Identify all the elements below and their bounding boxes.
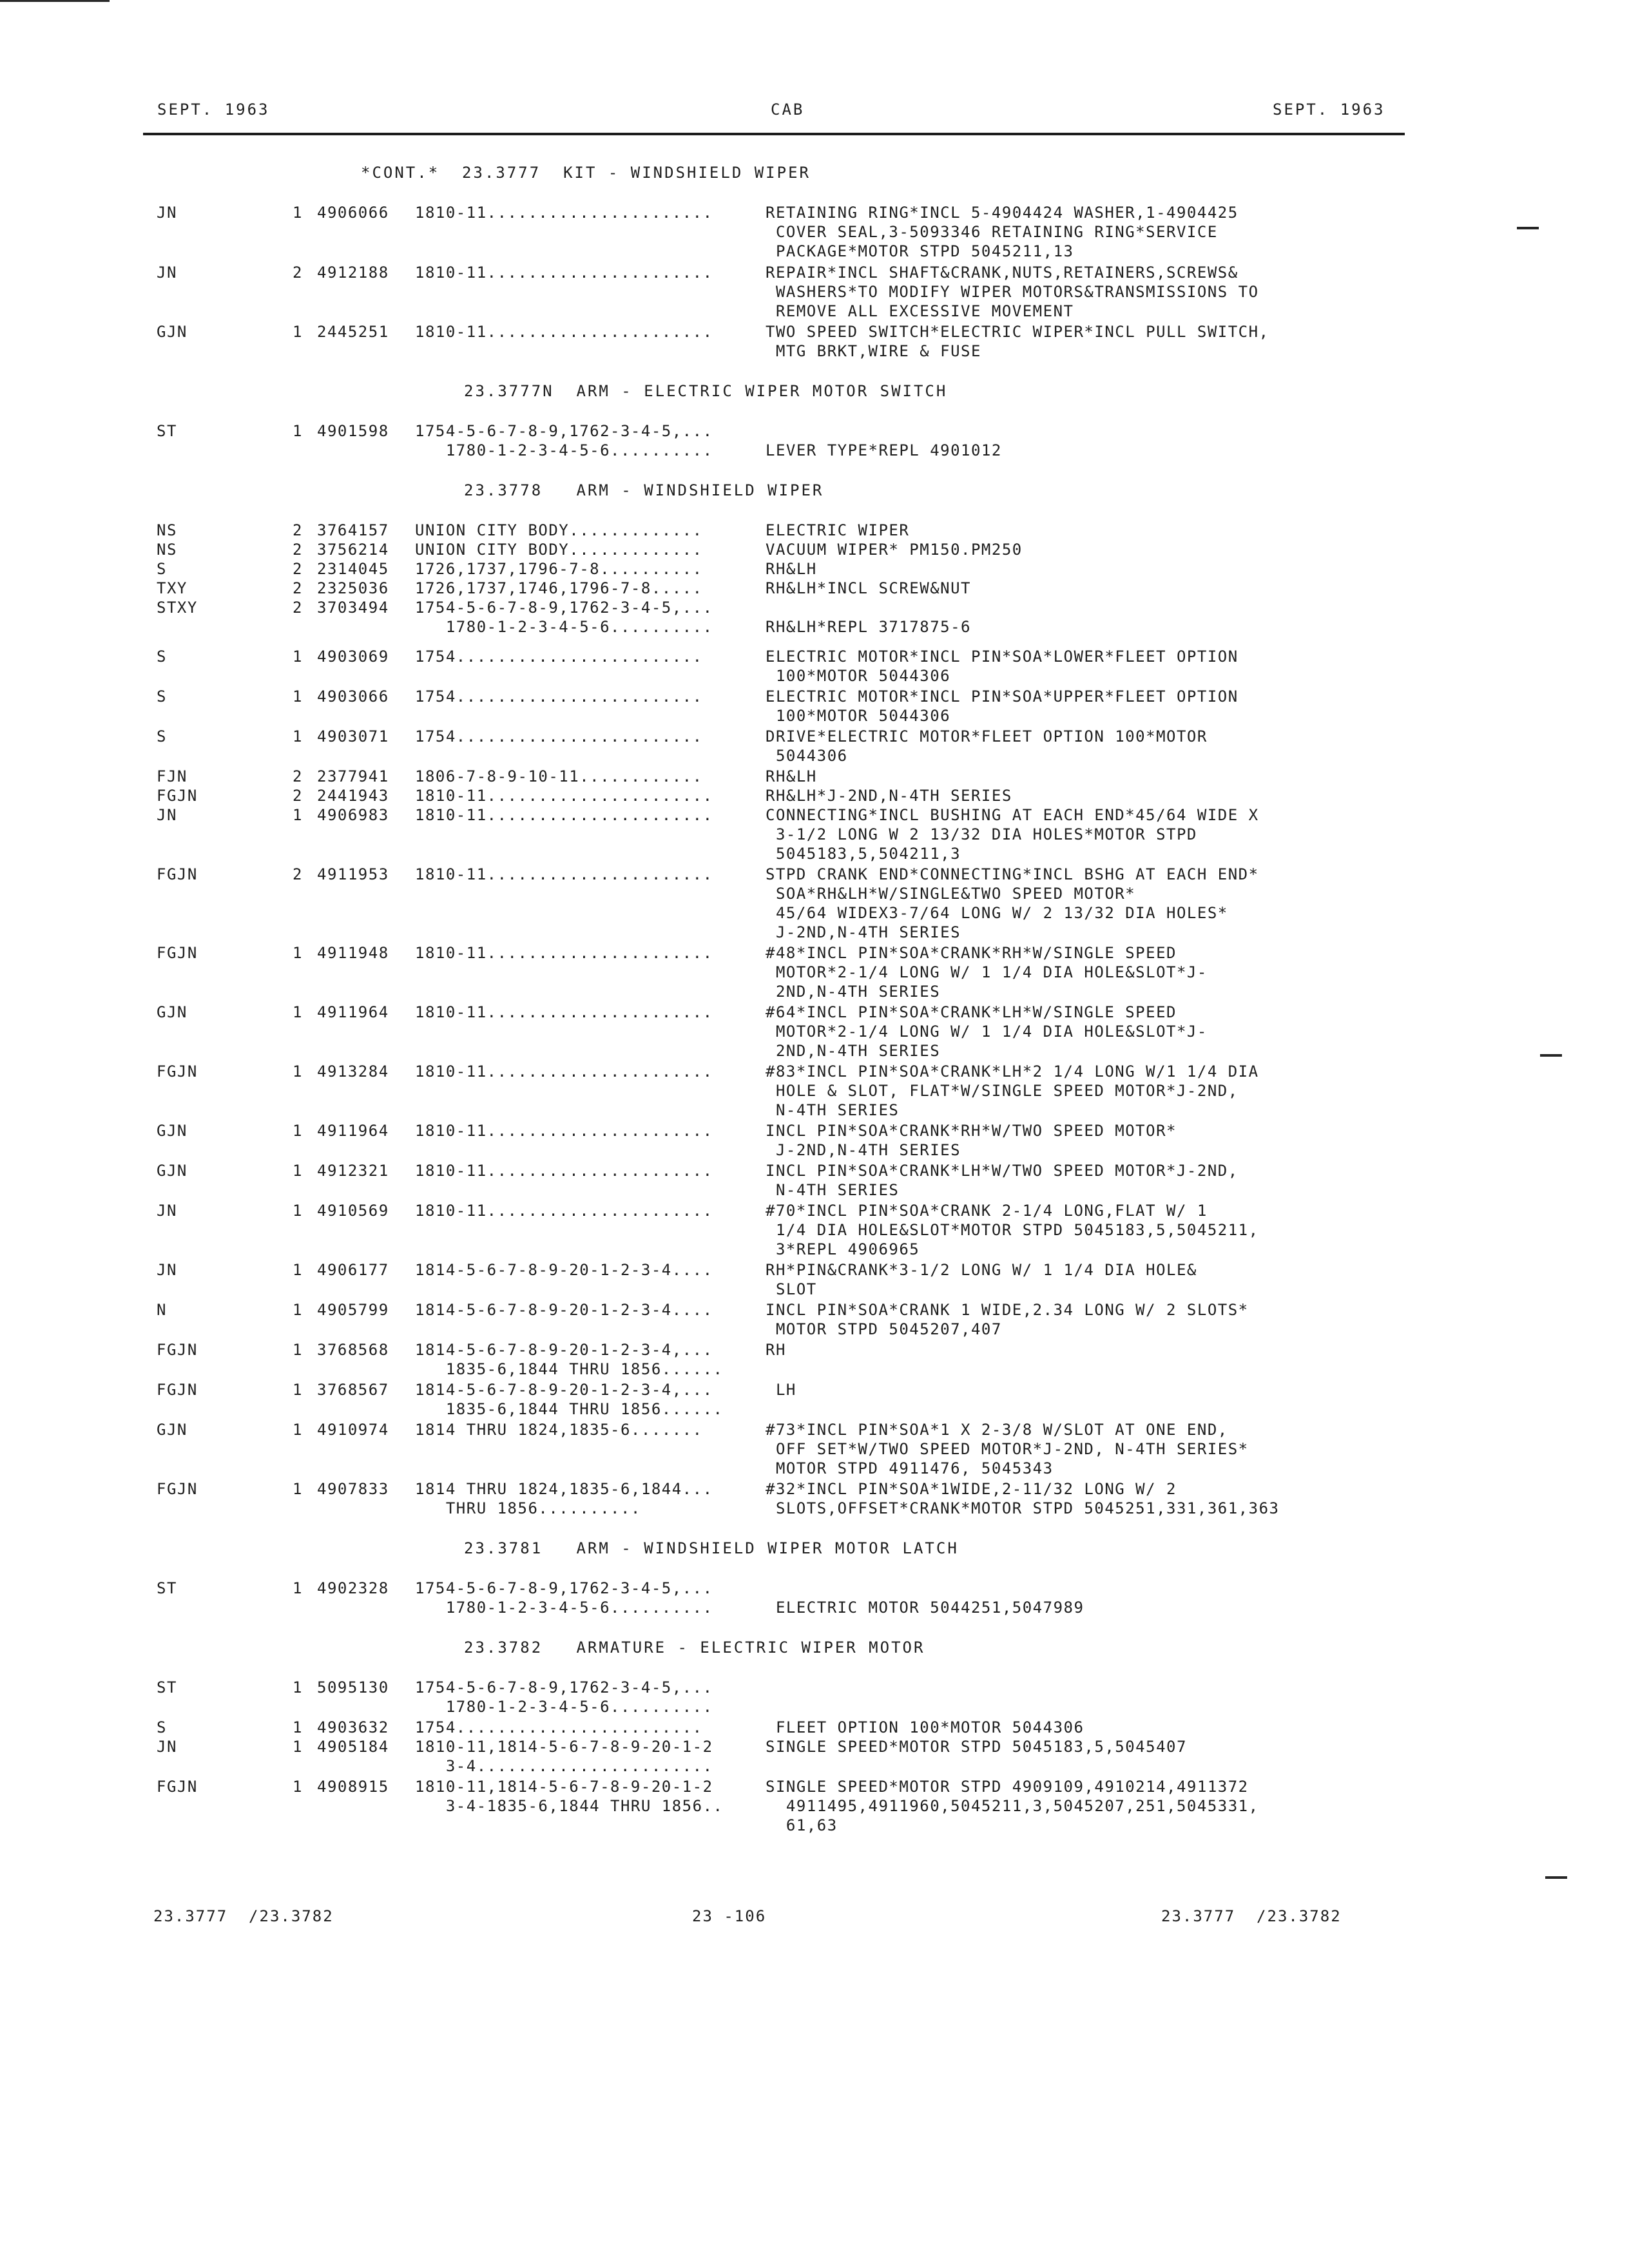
part-description: SINGLE SPEED*MOTOR STPD 5045183,5,5045407 xyxy=(766,1738,1187,1756)
model-code: N xyxy=(157,1301,167,1319)
part-number: 4910569 xyxy=(317,1202,389,1220)
model-code: FGJN xyxy=(157,1381,198,1399)
quantity: 2 xyxy=(293,560,303,578)
model-years: 1835-6,1844 THRU 1856...... xyxy=(415,1360,724,1378)
part-number: 4905799 xyxy=(317,1301,389,1319)
part-description: INCL PIN*SOA*CRANK 1 WIDE,2.34 LONG W/ 2 SLOTS* xyxy=(766,1301,1249,1319)
header-date-left: SEPT. 1963 xyxy=(157,101,270,119)
part-description: 3-1/2 LONG W 2 13/32 DIA HOLES*MOTOR STPD xyxy=(766,825,1197,843)
part-description: #83*INCL PIN*SOA*CRANK*LH*2 1/4 LONG W/1 1/4 DIA xyxy=(766,1062,1259,1081)
part-description: 1/4 DIA HOLE&SLOT*MOTOR STPD 5045183,5,5045211, xyxy=(766,1221,1259,1239)
model-code: NS xyxy=(157,521,177,539)
quantity: 1 xyxy=(293,1341,303,1359)
part-description: RH xyxy=(766,1341,786,1359)
model-code: GJN xyxy=(157,1003,188,1021)
quantity: 1 xyxy=(293,687,303,706)
quantity: 1 xyxy=(293,727,303,745)
part-number: 3756214 xyxy=(317,541,389,559)
model-code: JN xyxy=(157,1738,177,1756)
part-number: 4912321 xyxy=(317,1162,389,1180)
model-years: 1810-11,1814-5-6-7-8-9-20-1-2 xyxy=(415,1738,713,1756)
part-number: 4913284 xyxy=(317,1062,389,1081)
model-years: 1754-5-6-7-8-9,1762-3-4-5,... xyxy=(415,1678,713,1696)
quantity: 2 xyxy=(293,865,303,883)
part-number: 4910974 xyxy=(317,1421,389,1439)
model-code: FGJN xyxy=(157,787,198,805)
part-number: 2377941 xyxy=(317,767,389,785)
model-years: UNION CITY BODY............. xyxy=(415,521,703,539)
model-code: GJN xyxy=(157,1162,188,1180)
part-number: 4906177 xyxy=(317,1261,389,1279)
model-years: 1810-11...................... xyxy=(415,1202,713,1220)
quantity: 1 xyxy=(293,323,303,341)
model-years: THRU 1856.......... xyxy=(415,1499,641,1517)
part-description: J-2ND,N-4TH SERIES xyxy=(766,1141,961,1159)
model-years: 1810-11...................... xyxy=(415,806,713,824)
part-description: CONNECTING*INCL BUSHING AT EACH END*45/64 WIDE X xyxy=(766,806,1259,824)
part-description: #48*INCL PIN*SOA*CRANK*RH*W/SINGLE SPEED xyxy=(766,944,1177,962)
part-description: 100*MOTOR 5044306 xyxy=(766,667,951,685)
part-description: OFF SET*W/TWO SPEED MOTOR*J-2ND, N-4TH SERIES* xyxy=(766,1440,1249,1458)
part-description: HOLE & SLOT, FLAT*W/SINGLE SPEED MOTOR*J-2ND, xyxy=(766,1082,1239,1100)
part-description: VACUUM WIPER* PM150.PM250 xyxy=(766,541,1023,559)
corner-rule xyxy=(0,0,110,2)
part-number: 4911964 xyxy=(317,1122,389,1140)
part-description: REMOVE ALL EXCESSIVE MOVEMENT xyxy=(766,302,1074,320)
model-code: ST xyxy=(157,1579,177,1597)
model-years: 1810-11...................... xyxy=(415,1122,713,1140)
margin-mark xyxy=(1545,1876,1567,1879)
model-code: STXY xyxy=(157,599,198,617)
quantity: 1 xyxy=(293,1261,303,1279)
model-years: 1810-11...................... xyxy=(415,944,713,962)
part-description: WASHERS*TO MODIFY WIPER MOTORS&TRANSMISSIONS TO xyxy=(766,283,1259,301)
part-description: J-2ND,N-4TH SERIES xyxy=(766,923,961,941)
part-number: 4907833 xyxy=(317,1480,389,1498)
part-description: N-4TH SERIES xyxy=(766,1181,900,1199)
quantity: 1 xyxy=(293,648,303,666)
part-number: 2314045 xyxy=(317,560,389,578)
part-description: 4911495,4911960,5045211,3,5045207,251,5045331, xyxy=(766,1797,1259,1815)
part-description: ELECTRIC MOTOR*INCL PIN*SOA*UPPER*FLEET OPTION xyxy=(766,687,1239,706)
margin-mark xyxy=(1517,227,1539,229)
model-years: 1754........................ xyxy=(415,687,703,706)
part-description: DRIVE*ELECTRIC MOTOR*FLEET OPTION 100*MOTOR xyxy=(766,727,1208,745)
part-description: SLOTS,OFFSET*CRANK*MOTOR STPD 5045251,331,361,363 xyxy=(766,1499,1280,1517)
model-code: FGJN xyxy=(157,1062,198,1081)
part-description: FLEET OPTION 100*MOTOR 5044306 xyxy=(766,1718,1084,1736)
part-number: 4906066 xyxy=(317,204,389,222)
part-number: 4911953 xyxy=(317,865,389,883)
model-code: JN xyxy=(157,264,177,282)
model-code: S xyxy=(157,727,167,745)
part-description: MOTOR STPD 5045207,407 xyxy=(766,1320,1002,1338)
model-years: 1780-1-2-3-4-5-6.......... xyxy=(415,441,713,459)
model-years: 1810-11,1814-5-6-7-8-9-20-1-2 xyxy=(415,1778,713,1796)
section-heading: 23.3778 ARM - WINDSHIELD WIPER xyxy=(464,481,824,499)
model-years: 1810-11...................... xyxy=(415,787,713,805)
part-description: SLOT xyxy=(766,1280,817,1298)
quantity: 1 xyxy=(293,944,303,962)
model-years: 3-4....................... xyxy=(415,1757,713,1775)
quantity: 1 xyxy=(293,1778,303,1796)
quantity: 1 xyxy=(293,1480,303,1498)
model-years: 1814 THRU 1824,1835-6....... xyxy=(415,1421,703,1439)
model-years: 1726,1737,1796-7-8.......... xyxy=(415,560,703,578)
model-years: 1835-6,1844 THRU 1856...... xyxy=(415,1400,724,1418)
model-code: GJN xyxy=(157,1421,188,1439)
quantity: 1 xyxy=(293,1122,303,1140)
part-description: RETAINING RING*INCL 5-4904424 WASHER,1-4904425 xyxy=(766,204,1239,222)
footer-range-right: 23.3777 /23.3782 xyxy=(1161,1907,1342,1925)
part-description: TWO SPEED SWITCH*ELECTRIC WIPER*INCL PULL SWITCH, xyxy=(766,323,1269,341)
part-number: 2445251 xyxy=(317,323,389,341)
model-code: TXY xyxy=(157,579,188,597)
header-date-right: SEPT. 1963 xyxy=(1273,101,1385,119)
part-description: 3*REPL 4906965 xyxy=(766,1240,920,1258)
quantity: 1 xyxy=(293,204,303,222)
model-code: FGJN xyxy=(157,1778,198,1796)
header-rule xyxy=(143,133,1405,135)
section-heading: 23.3782 ARMATURE - ELECTRIC WIPER MOTOR xyxy=(464,1639,925,1657)
part-description: #64*INCL PIN*SOA*CRANK*LH*W/SINGLE SPEED xyxy=(766,1003,1177,1021)
model-years: 1754-5-6-7-8-9,1762-3-4-5,... xyxy=(415,422,713,440)
model-years: 1754-5-6-7-8-9,1762-3-4-5,... xyxy=(415,1579,713,1597)
quantity: 1 xyxy=(293,806,303,824)
model-years: 1754........................ xyxy=(415,648,703,666)
part-description: PACKAGE*MOTOR STPD 5045211,13 xyxy=(766,242,1074,260)
quantity: 1 xyxy=(293,1301,303,1319)
part-number: 4908915 xyxy=(317,1778,389,1796)
model-years: UNION CITY BODY............. xyxy=(415,541,703,559)
model-code: FGJN xyxy=(157,1341,198,1359)
model-years: 1810-11...................... xyxy=(415,865,713,883)
part-number: 4903071 xyxy=(317,727,389,745)
model-years: 1726,1737,1746,1796-7-8..... xyxy=(415,579,703,597)
part-description: INCL PIN*SOA*CRANK*RH*W/TWO SPEED MOTOR* xyxy=(766,1122,1177,1140)
margin-mark xyxy=(1540,1054,1562,1057)
part-description: MOTOR*2-1/4 LONG W/ 1 1/4 DIA HOLE&SLOT*J- xyxy=(766,963,1208,981)
quantity: 1 xyxy=(293,422,303,440)
part-description: LH xyxy=(766,1381,796,1399)
part-number: 4911964 xyxy=(317,1003,389,1021)
quantity: 2 xyxy=(293,541,303,559)
quantity: 1 xyxy=(293,1579,303,1597)
model-years: 1814-5-6-7-8-9-20-1-2-3-4.... xyxy=(415,1261,713,1279)
quantity: 1 xyxy=(293,1381,303,1399)
quantity: 1 xyxy=(293,1162,303,1180)
part-description: RH&LH*REPL 3717875-6 xyxy=(766,618,971,636)
part-description: 61,63 xyxy=(766,1816,838,1834)
model-code: S xyxy=(157,1718,167,1736)
footer-page-number: 23 -106 xyxy=(692,1907,767,1925)
model-code: JN xyxy=(157,204,177,222)
model-code: ST xyxy=(157,422,177,440)
part-description: 5044306 xyxy=(766,747,848,765)
part-description: RH&LH xyxy=(766,560,817,578)
model-years: 1754........................ xyxy=(415,727,703,745)
part-description: ELECTRIC WIPER xyxy=(766,521,910,539)
quantity: 2 xyxy=(293,599,303,617)
footer-range-left: 23.3777 /23.3782 xyxy=(153,1907,334,1925)
part-description: 100*MOTOR 5044306 xyxy=(766,707,951,725)
model-years: 1810-11...................... xyxy=(415,1162,713,1180)
part-description: MOTOR STPD 4911476, 5045343 xyxy=(766,1459,1054,1477)
part-description: #32*INCL PIN*SOA*1WIDE,2-11/32 LONG W/ 2 xyxy=(766,1480,1177,1498)
part-number: 5095130 xyxy=(317,1678,389,1696)
model-code: NS xyxy=(157,541,177,559)
model-years: 1780-1-2-3-4-5-6.......... xyxy=(415,1698,713,1716)
model-code: JN xyxy=(157,1202,177,1220)
model-years: 1810-11...................... xyxy=(415,1003,713,1021)
part-description: N-4TH SERIES xyxy=(766,1101,900,1119)
part-description: RH&LH*INCL SCREW&NUT xyxy=(766,579,971,597)
part-description: ELECTRIC MOTOR 5044251,5047989 xyxy=(766,1599,1084,1617)
model-years: 1780-1-2-3-4-5-6.......... xyxy=(415,1599,713,1617)
quantity: 1 xyxy=(293,1003,303,1021)
model-years: 1814-5-6-7-8-9-20-1-2-3-4,... xyxy=(415,1341,713,1359)
part-description: 2ND,N-4TH SERIES xyxy=(766,1042,941,1060)
part-number: 4912188 xyxy=(317,264,389,282)
model-code: FGJN xyxy=(157,944,198,962)
part-description: COVER SEAL,3-5093346 RETAINING RING*SERVICE xyxy=(766,223,1218,241)
part-number: 4911948 xyxy=(317,944,389,962)
part-description: 2ND,N-4TH SERIES xyxy=(766,983,941,1001)
part-number: 3703494 xyxy=(317,599,389,617)
part-description: ELECTRIC MOTOR*INCL PIN*SOA*LOWER*FLEET OPTION xyxy=(766,648,1239,666)
model-years: 1814-5-6-7-8-9-20-1-2-3-4.... xyxy=(415,1301,713,1319)
part-description: #70*INCL PIN*SOA*CRANK 2-1/4 LONG,FLAT W/ 1 xyxy=(766,1202,1208,1220)
part-number: 2441943 xyxy=(317,787,389,805)
model-years: 1810-11...................... xyxy=(415,264,713,282)
model-code: ST xyxy=(157,1678,177,1696)
section-heading: 23.3781 ARM - WINDSHIELD WIPER MOTOR LATCH xyxy=(464,1539,959,1557)
part-number: 3768568 xyxy=(317,1341,389,1359)
quantity: 1 xyxy=(293,1738,303,1756)
part-description: SINGLE SPEED*MOTOR STPD 4909109,4910214,4911372 xyxy=(766,1778,1249,1796)
model-years: 3-4-1835-6,1844 THRU 1856.. xyxy=(415,1797,724,1815)
quantity: 2 xyxy=(293,264,303,282)
part-number: 4901598 xyxy=(317,422,389,440)
part-description: MTG BRKT,WIRE & FUSE xyxy=(766,342,981,360)
quantity: 1 xyxy=(293,1421,303,1439)
part-number: 4903069 xyxy=(317,648,389,666)
quantity: 2 xyxy=(293,579,303,597)
part-description: MOTOR*2-1/4 LONG W/ 1 1/4 DIA HOLE&SLOT*J- xyxy=(766,1023,1208,1041)
model-code: JN xyxy=(157,1261,177,1279)
section-heading: *CONT.* 23.3777 KIT - WINDSHIELD WIPER xyxy=(361,164,811,182)
part-number: 4903632 xyxy=(317,1718,389,1736)
part-number: 3764157 xyxy=(317,521,389,539)
model-years: 1814-5-6-7-8-9-20-1-2-3-4,... xyxy=(415,1381,713,1399)
part-description: RH&LH xyxy=(766,767,817,785)
model-years: 1780-1-2-3-4-5-6.......... xyxy=(415,618,713,636)
model-code: FGJN xyxy=(157,865,198,883)
part-number: 3768567 xyxy=(317,1381,389,1399)
model-years: 1754........................ xyxy=(415,1718,703,1736)
model-years: 1806-7-8-9-10-11............ xyxy=(415,767,703,785)
part-number: 2325036 xyxy=(317,579,389,597)
quantity: 2 xyxy=(293,787,303,805)
quantity: 1 xyxy=(293,1062,303,1081)
part-description: SOA*RH&LH*W/SINGLE&TWO SPEED MOTOR* xyxy=(766,885,1136,903)
model-code: FGJN xyxy=(157,1480,198,1498)
part-number: 4903066 xyxy=(317,687,389,706)
model-years: 1810-11...................... xyxy=(415,204,713,222)
quantity: 1 xyxy=(293,1718,303,1736)
model-code: FJN xyxy=(157,767,188,785)
model-code: S xyxy=(157,648,167,666)
part-description: INCL PIN*SOA*CRANK*LH*W/TWO SPEED MOTOR*J-2ND, xyxy=(766,1162,1239,1180)
part-description: LEVER TYPE*REPL 4901012 xyxy=(766,441,1002,459)
quantity: 1 xyxy=(293,1678,303,1696)
model-code: GJN xyxy=(157,1122,188,1140)
part-description: RH*PIN&CRANK*3-1/2 LONG W/ 1 1/4 DIA HOLE& xyxy=(766,1261,1197,1279)
model-code: GJN xyxy=(157,323,188,341)
model-years: 1810-11...................... xyxy=(415,1062,713,1081)
model-years: 1810-11...................... xyxy=(415,323,713,341)
quantity: 2 xyxy=(293,521,303,539)
part-description: STPD CRANK END*CONNECTING*INCL BSHG AT EACH END* xyxy=(766,865,1259,883)
model-years: 1754-5-6-7-8-9,1762-3-4-5,... xyxy=(415,599,713,617)
model-code: S xyxy=(157,560,167,578)
part-description: 5045183,5,504211,3 xyxy=(766,845,961,863)
part-number: 4902328 xyxy=(317,1579,389,1597)
part-number: 4906983 xyxy=(317,806,389,824)
section-heading: 23.3777N ARM - ELECTRIC WIPER MOTOR SWITCH xyxy=(464,382,948,400)
part-description: REPAIR*INCL SHAFT&CRANK,NUTS,RETAINERS,SCREWS& xyxy=(766,264,1239,282)
model-years: 1814 THRU 1824,1835-6,1844... xyxy=(415,1480,713,1498)
quantity: 1 xyxy=(293,1202,303,1220)
part-description: #73*INCL PIN*SOA*1 X 2-3/8 W/SLOT AT ONE END, xyxy=(766,1421,1228,1439)
quantity: 2 xyxy=(293,767,303,785)
part-description: 45/64 WIDEX3-7/64 LONG W/ 2 13/32 DIA HOLES* xyxy=(766,904,1228,922)
model-code: S xyxy=(157,687,167,706)
part-description: RH&LH*J-2ND,N-4TH SERIES xyxy=(766,787,1012,805)
header-section-title: CAB xyxy=(771,101,805,119)
part-number: 4905184 xyxy=(317,1738,389,1756)
model-code: JN xyxy=(157,806,177,824)
